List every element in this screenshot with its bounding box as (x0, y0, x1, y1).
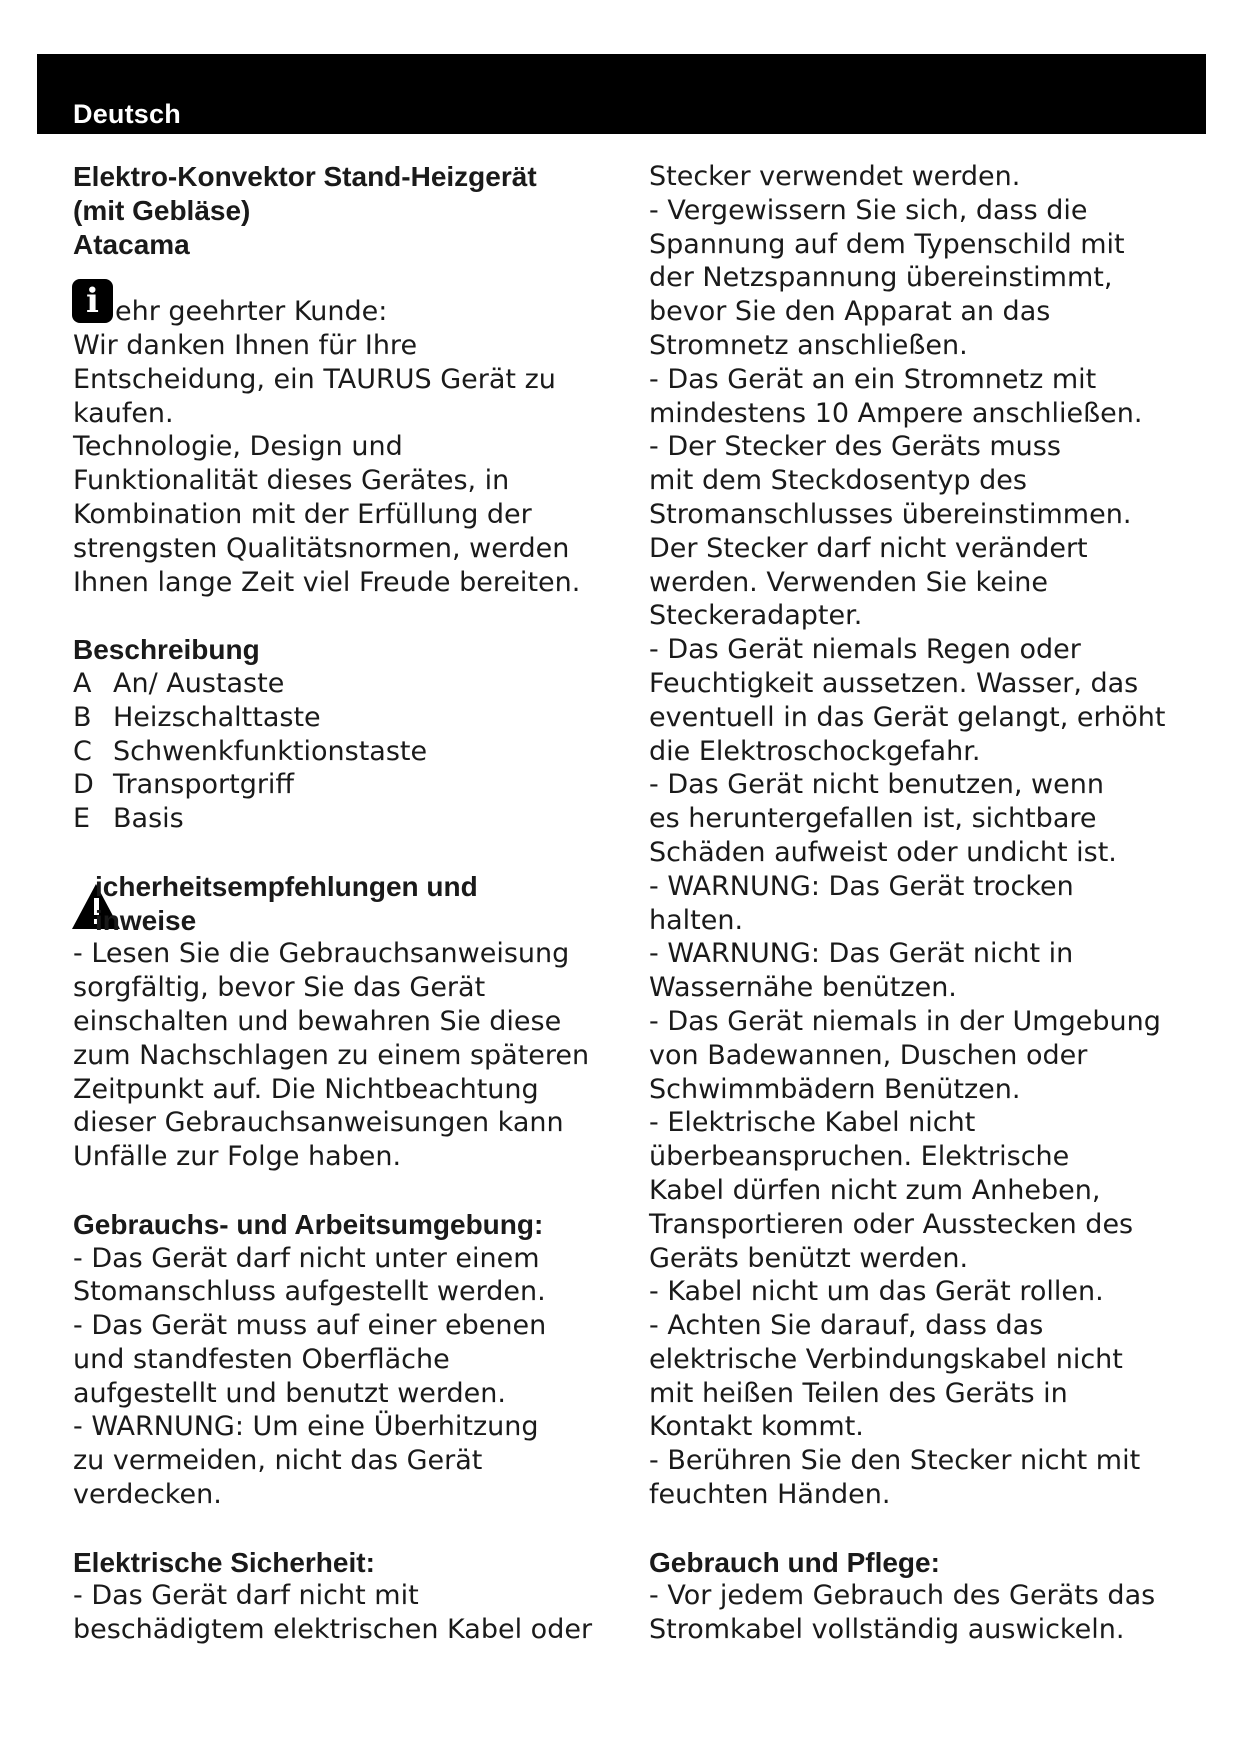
line-text: verdecken. (73, 1479, 222, 1511)
description-item (73, 735, 618, 769)
line-text: es heruntergefallen ist, sichtbare (649, 803, 1097, 835)
text-line (649, 397, 1189, 431)
line-text: - Das Gerät muss auf einer ebenen (73, 1310, 547, 1342)
language-title: Deutsch (73, 99, 181, 129)
line-text: von Badewannen, Duschen oder (649, 1039, 1088, 1071)
text-line (73, 1444, 618, 1478)
section-heading (649, 1546, 1189, 1580)
info-icon: i (72, 279, 113, 323)
right-column (649, 160, 1189, 1647)
line-text: Transportieren oder Ausstecken des (649, 1208, 1134, 1240)
text-line (73, 1410, 618, 1444)
text-line (649, 633, 1189, 667)
line-text: zum Nachschlagen zu einem späteren (73, 1039, 590, 1071)
line-text: Der Stecker darf nicht verändert (649, 532, 1088, 564)
line-text: (mit Gebläse) (73, 194, 251, 226)
text-line (649, 228, 1189, 262)
description-item (73, 802, 618, 836)
line-text: - Das Gerät nicht benutzen, wenn (649, 769, 1104, 801)
text-line (73, 532, 618, 566)
line-text: Kabel dürfen nicht zum Anheben, (649, 1174, 1101, 1206)
text-line (649, 261, 1189, 295)
line-text: und standfesten Oberfläche (73, 1343, 450, 1375)
item-letter: A (73, 667, 92, 699)
line-text: aufgestellt und benutzt werden. (73, 1377, 506, 1409)
text-line (73, 1613, 618, 1647)
line-text: Gebrauchs- und Arbeitsumgebung: (73, 1208, 544, 1240)
section-heading (73, 160, 618, 194)
line-text: Stomanschluss aufgestellt werden. (73, 1276, 546, 1308)
paragraph-gap (73, 1174, 618, 1208)
paragraph-gap (73, 599, 618, 633)
line-text: - Lesen Sie die Gebrauchsanweisung (73, 938, 570, 970)
line-text: icherheitsempfehlungen und (95, 870, 478, 902)
text-line (649, 363, 1189, 397)
section-heading (73, 1546, 618, 1580)
line-text: Zeitpunkt auf. Die Nichtbeachtung (73, 1073, 539, 1105)
text-line (649, 464, 1189, 498)
line-text: Technologie, Design und (73, 431, 403, 463)
text-line (649, 160, 1189, 194)
line-text: Unfälle zur Folge haben. (73, 1141, 402, 1173)
line-text: - Der Stecker des Geräts muss (649, 431, 1061, 463)
text-line (649, 768, 1189, 802)
text-line (73, 1242, 618, 1276)
line-text: Spannung auf dem Typenschild mit (649, 228, 1125, 260)
item-letter: D (73, 769, 94, 801)
line-text: Stecker verwendet werden. (649, 161, 1021, 192)
line-text: Funktionalität dieses Gerätes, in (73, 465, 510, 497)
line-text: Transportgriff (113, 769, 295, 801)
text-line (73, 363, 618, 397)
left-column (73, 160, 618, 1647)
line-text: die Elektroschockgefahr. (649, 735, 981, 767)
text-line (649, 1208, 1189, 1242)
text-line (649, 1478, 1189, 1512)
line-text: - Kabel nicht um das Gerät rollen. (649, 1276, 1104, 1308)
text-line (73, 566, 618, 600)
text-line (73, 1309, 618, 1343)
text-line (649, 566, 1189, 600)
text-line (649, 1444, 1189, 1478)
line-text: - WARNUNG: Um eine Überhitzung (73, 1411, 539, 1443)
text-line (649, 904, 1189, 938)
line-text: Wir danken Ihnen für Ihre (73, 329, 418, 361)
language-header-bar (37, 54, 1206, 134)
text-line (73, 498, 618, 532)
line-text: - WARNUNG: Das Gerät nicht in (649, 938, 1074, 970)
text-line (73, 1005, 618, 1039)
line-text: mindestens 10 Ampere anschließen. (649, 397, 1143, 429)
line-text: - Das Gerät niemals in der Umgebung (649, 1005, 1161, 1037)
line-text: Entscheidung, ein TAURUS Gerät zu (73, 363, 556, 395)
text-line (73, 295, 618, 329)
text-line (73, 1343, 618, 1377)
line-text: - Elektrische Kabel nicht (649, 1107, 976, 1139)
text-line (649, 498, 1189, 532)
line-text: - Achten Sie darauf, dass das (649, 1310, 1044, 1342)
text-line (649, 430, 1189, 464)
text-line (649, 937, 1189, 971)
line-text: - WARNUNG: Das Gerät trocken (649, 870, 1074, 902)
text-line (73, 1377, 618, 1411)
text-line (73, 1140, 618, 1174)
line-text: beschädigtem elektrischen Kabel oder (73, 1614, 593, 1646)
line-text: mit dem Steckdosentyp des (649, 465, 1027, 497)
text-line (649, 599, 1189, 633)
line-text: Elektrische Sicherheit: (73, 1546, 375, 1578)
line-text: Atacama (73, 228, 190, 260)
text-line (649, 1242, 1189, 1276)
text-line (649, 971, 1189, 1005)
line-text: Wassernähe benützen. (649, 972, 957, 1004)
section-heading (73, 633, 618, 667)
text-line (649, 701, 1189, 735)
text-line (649, 1106, 1189, 1140)
line-text: mit heißen Teilen des Geräts in (649, 1377, 1068, 1409)
text-line (73, 1073, 618, 1107)
line-text: Stromkabel vollständig auswickeln. (649, 1614, 1125, 1646)
line-text: zu vermeiden, nicht das Gerät (73, 1445, 483, 1477)
text-line (649, 329, 1189, 363)
line-text: Kontakt kommt. (649, 1411, 864, 1443)
text-line (649, 1343, 1189, 1377)
text-line (649, 667, 1189, 701)
text-line (649, 194, 1189, 228)
text-line (649, 1309, 1189, 1343)
section-heading (73, 194, 618, 228)
item-letter: B (73, 701, 92, 733)
line-text: Basis (113, 803, 184, 835)
text-line (73, 971, 618, 1005)
line-text: Beschreibung (73, 634, 260, 666)
line-text: Steckeradapter. (649, 600, 863, 632)
line-text: Stromanschlusses übereinstimmen. (649, 498, 1132, 530)
line-text: Kombination mit der Erfüllung der (73, 498, 532, 530)
line-text: bevor Sie den Apparat an das (649, 296, 1051, 328)
text-line (73, 1275, 618, 1309)
text-line (649, 1579, 1189, 1613)
description-item (73, 667, 618, 701)
paragraph-gap (73, 261, 618, 295)
item-letter: E (73, 803, 91, 835)
text-line (73, 397, 618, 431)
line-text: überbeanspruchen. Elektrische (649, 1141, 1070, 1173)
description-item (73, 701, 618, 735)
text-line (649, 836, 1189, 870)
line-text: dieser Gebrauchsanweisungen kann (73, 1107, 564, 1139)
text-line (73, 1579, 618, 1613)
text-line (73, 329, 618, 363)
section-heading (73, 904, 618, 938)
line-text: Elektro-Konvektor Stand-Heizgerät (73, 161, 537, 192)
text-line (73, 1106, 618, 1140)
text-line (73, 464, 618, 498)
line-text: Ihnen lange Zeit viel Freude bereiten. (73, 566, 581, 598)
text-line (649, 1005, 1189, 1039)
text-line (649, 802, 1189, 836)
line-text: Schwimmbädern Benützen. (649, 1073, 1021, 1105)
text-line (73, 430, 618, 464)
text-line (649, 1073, 1189, 1107)
line-text: Heizschalttaste (113, 701, 321, 733)
description-item (73, 768, 618, 802)
line-text: - Das Gerät darf nicht mit (73, 1580, 419, 1612)
line-text: - Vor jedem Gebrauch des Geräts das (649, 1580, 1156, 1612)
text-line (649, 1039, 1189, 1073)
line-text: Schwenkfunktionstaste (113, 735, 428, 767)
section-heading (73, 870, 618, 904)
line-text: kaufen. (73, 397, 174, 429)
line-text: - Vergewissern Sie sich, dass die (649, 194, 1088, 226)
text-line (649, 1140, 1189, 1174)
text-line (649, 532, 1189, 566)
text-line (649, 870, 1189, 904)
text-line (649, 1410, 1189, 1444)
paragraph-gap (73, 1512, 618, 1546)
line-text: Gebrauch und Pflege: (649, 1546, 940, 1578)
line-text: der Netzspannung übereinstimmt, (649, 262, 1113, 294)
line-text: werden. Verwenden Sie keine (649, 566, 1049, 598)
text-line (649, 1613, 1189, 1647)
line-text: Stromnetz anschließen. (649, 329, 968, 361)
line-text: elektrische Verbindungskabel nicht (649, 1343, 1123, 1375)
section-heading (73, 228, 618, 262)
text-line (649, 295, 1189, 329)
line-text: einschalten und bewahren Sie diese (73, 1005, 562, 1037)
paragraph-gap (73, 836, 618, 870)
line-text: Schäden aufweist oder undicht ist. (649, 836, 1117, 868)
line-text: ehr geehrter Kunde: (115, 296, 388, 328)
line-text: Geräts benützt werden. (649, 1242, 969, 1274)
item-letter: C (73, 735, 92, 767)
paragraph-gap (649, 1512, 1189, 1546)
line-text: - Das Gerät darf nicht unter einem (73, 1242, 540, 1274)
text-line (73, 937, 618, 971)
text-line (73, 1478, 618, 1512)
line-text: - Das Gerät an ein Stromnetz mit (649, 363, 1097, 395)
text-line (649, 1377, 1189, 1411)
line-text: - Berühren Sie den Stecker nicht mit (649, 1445, 1141, 1477)
line-text: inweise (95, 904, 197, 936)
text-line (649, 1174, 1189, 1208)
line-text: - Das Gerät niemals Regen oder (649, 634, 1081, 666)
section-heading (73, 1208, 618, 1242)
text-line (649, 735, 1189, 769)
line-text: halten. (649, 904, 744, 936)
text-line (649, 1275, 1189, 1309)
text-line (73, 1039, 618, 1073)
line-text: strengsten Qualitätsnormen, werden (73, 532, 570, 564)
line-text: sorgfältig, bevor Sie das Gerät (73, 972, 486, 1004)
line-text: An/ Austaste (113, 667, 285, 699)
line-text: feuchten Händen. (649, 1479, 891, 1511)
line-text: Feuchtigkeit aussetzen. Wasser, das (649, 667, 1139, 699)
line-text: eventuell in das Gerät gelangt, erhöht (649, 701, 1166, 733)
